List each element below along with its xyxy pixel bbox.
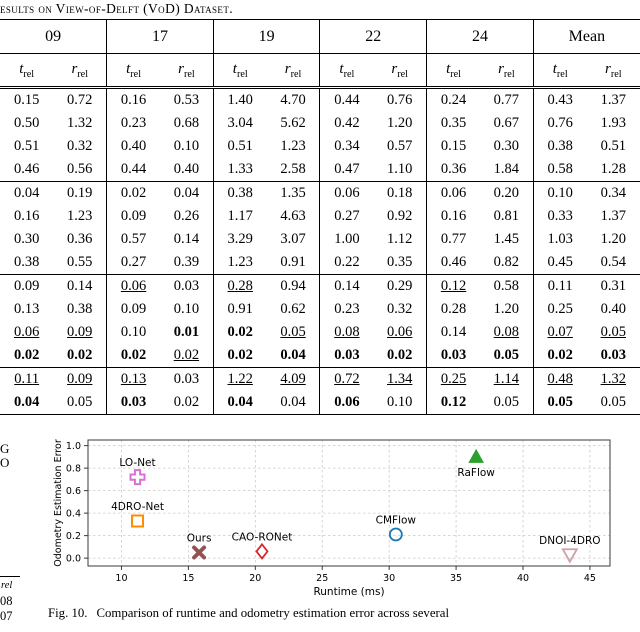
chart-point-label: CMFlow — [375, 514, 417, 527]
table-cell: 0.06 — [427, 182, 480, 206]
table-cell: 0.16 — [440, 208, 467, 224]
subheader-t-rel: $t_{rel}$ — [427, 54, 480, 88]
table-cell: 0.44 — [334, 92, 360, 108]
table-row — [0, 251, 640, 275]
table-row — [0, 112, 640, 135]
table-cell: 1.14 — [480, 368, 533, 392]
table-cell: 0.38 — [13, 254, 40, 270]
subheader-t-rel: $t_{rel}$ — [320, 54, 373, 88]
table-cell: 0.02 — [547, 347, 573, 363]
table-cell: 0.91 — [227, 301, 253, 317]
y-tick-label: 0.0 — [65, 553, 81, 565]
table-row — [0, 205, 640, 228]
chart-point-label: Ours — [186, 532, 212, 545]
table-cell: 1.84 — [480, 158, 533, 182]
table-cell: 0.46 — [13, 161, 40, 177]
x-tick-label: 10 — [115, 573, 128, 584]
table-cell: 0.04 — [160, 182, 213, 206]
table-cell: 0.62 — [267, 298, 320, 321]
table-cell: 0.26 — [160, 205, 213, 228]
table-cell: 0.19 — [53, 182, 106, 206]
chart-point-CAO-RONet — [257, 544, 268, 558]
y-tick-label: 1.0 — [65, 440, 81, 452]
chart-point-DNOI-4DRO — [563, 549, 577, 562]
table-caption: esults on View-of-Delft (VoD) Dataset. — [0, 1, 234, 16]
table-cell: 0.53 — [160, 88, 213, 113]
subheader-r-rel: $r_{rel}$ — [587, 54, 640, 88]
table-cell: 0.10 — [120, 324, 147, 340]
subheader-r-rel: $r_{rel}$ — [373, 54, 426, 88]
x-tick-label: 25 — [316, 573, 329, 584]
table-cell: 0.25 — [427, 368, 480, 392]
table-cell: 4.09 — [267, 368, 320, 392]
table-cell: 0.33 — [547, 208, 573, 224]
table-cell: 0.03 — [120, 394, 147, 410]
table-cell: 0.72 — [320, 368, 373, 392]
table-cell: 1.22 — [213, 368, 266, 392]
table-row — [0, 275, 640, 299]
table-row — [0, 391, 640, 415]
table-cell: 0.05 — [480, 344, 533, 368]
table-cell: 0.02 — [227, 347, 253, 363]
table-cell: 0.12 — [427, 275, 480, 299]
table-cell: 0.09 — [120, 301, 147, 317]
cropped-table-value-fragment: 08 — [0, 594, 13, 608]
x-axis-label: Runtime (ms) — [313, 586, 385, 598]
table-cell: 1.37 — [600, 92, 626, 108]
table-cell: 0.31 — [587, 275, 640, 299]
table-cell: 0.02 — [53, 344, 106, 368]
table-cell: 0.11 — [533, 275, 586, 299]
table-cell: 0.15 — [440, 138, 467, 154]
table-cell: 0.22 — [334, 254, 360, 270]
x-tick-label: 35 — [450, 573, 463, 584]
x-tick-label: 30 — [383, 573, 396, 584]
table-cell: 0.10 — [373, 391, 426, 415]
table-cell: 0.06 — [334, 394, 360, 410]
group-header: 19 — [213, 20, 320, 54]
table-cell: 5.62 — [267, 112, 320, 135]
table-cell: 1.93 — [600, 115, 626, 131]
table-cell: 0.04 — [0, 182, 53, 206]
chart-point-label: LO-Net — [119, 457, 156, 470]
table-cell: 0.02 — [120, 347, 147, 363]
table-cell: 0.16 — [120, 92, 147, 108]
table-cell: 0.47 — [334, 161, 360, 177]
table-cell: 0.28 — [213, 275, 266, 299]
table-cell: 0.10 — [533, 182, 586, 206]
figure-caption — [48, 606, 638, 621]
table-cell: 0.06 — [373, 321, 426, 344]
chart-point-4DRO-Net — [132, 516, 143, 527]
subheader-r-rel: $r_{rel}$ — [267, 54, 320, 88]
table-cell: 3.29 — [227, 231, 253, 247]
table-cell: 1.32 — [53, 112, 106, 135]
table-cell: 0.34 — [587, 182, 640, 206]
table-cell: 1.23 — [227, 254, 253, 270]
table-cell: 0.76 — [373, 88, 426, 113]
table-cell: 0.94 — [267, 275, 320, 299]
table-cell: 0.08 — [480, 321, 533, 344]
table-cell: 0.25 — [547, 301, 573, 317]
table-cell: 0.20 — [480, 182, 533, 206]
y-tick-label: 0.4 — [65, 508, 81, 520]
table-cell: 0.03 — [160, 275, 213, 299]
table-cell: 0.09 — [120, 208, 147, 224]
table-cell: 0.02 — [160, 344, 213, 368]
table-cell: 0.34 — [334, 138, 360, 154]
table-row — [0, 135, 640, 158]
table-cell: 0.92 — [373, 205, 426, 228]
table-cell: 0.07 — [547, 324, 573, 340]
table-row — [0, 182, 640, 206]
table-cell: 0.50 — [13, 115, 40, 131]
subheader-t-rel: $t_{rel}$ — [213, 54, 266, 88]
table-cell: 0.48 — [533, 368, 586, 392]
table-cell: 0.02 — [227, 324, 253, 340]
table-cell: 0.38 — [547, 138, 573, 154]
table-cell: 1.17 — [227, 208, 253, 224]
table-cell: 1.03 — [547, 231, 573, 247]
table-cell: 0.54 — [600, 254, 626, 270]
table-cell: 0.28 — [440, 301, 467, 317]
table-cell: 0.68 — [160, 112, 213, 135]
table-cell: 0.45 — [547, 254, 573, 270]
table-cell: 3.04 — [227, 115, 253, 131]
table-cell: 0.42 — [334, 115, 360, 131]
table-cell: 0.06 — [107, 275, 160, 299]
table-cell: 1.10 — [373, 158, 426, 182]
table-cell: 0.18 — [373, 182, 426, 206]
table-cell: 0.05 — [600, 394, 626, 410]
table-cell: 0.35 — [440, 115, 467, 131]
table-cell: 0.03 — [160, 368, 213, 392]
subheader-r-rel: $r_{rel}$ — [480, 54, 533, 88]
figure-number: Fig. 10. — [48, 606, 88, 620]
group-header: 17 — [107, 20, 214, 54]
table-cell: 0.23 — [334, 301, 360, 317]
table-cell: 1.00 — [334, 231, 360, 247]
cropped-text-fragment: G — [0, 441, 10, 456]
subheader-r-rel: $r_{rel}$ — [53, 54, 106, 88]
table-cell: 0.09 — [0, 275, 53, 299]
table-cell: 0.04 — [13, 394, 40, 410]
table-cell: 0.05 — [547, 394, 573, 410]
table-cell: 0.36 — [440, 161, 467, 177]
group-header: 22 — [320, 20, 427, 54]
table-cell: 0.44 — [120, 161, 147, 177]
cropped-table-value-fragment: 07 — [0, 609, 13, 623]
table-cell: 0.77 — [480, 88, 533, 113]
table-cell: 0.32 — [373, 298, 426, 321]
table-cell: 2.58 — [267, 158, 320, 182]
table-cell: 1.20 — [480, 298, 533, 321]
results-table — [0, 19, 640, 415]
table-cell: 0.06 — [320, 182, 373, 206]
chart-point-RaFlow — [469, 450, 483, 463]
table-cell: 0.67 — [480, 112, 533, 135]
table-cell: 0.05 — [267, 321, 320, 344]
group-header: 09 — [0, 20, 107, 54]
table-cell: 0.12 — [440, 394, 467, 410]
cropped-rule-fragment — [0, 576, 20, 577]
table-cell: 0.40 — [600, 301, 626, 317]
table-cell: 0.29 — [373, 275, 426, 299]
table-cell: 0.05 — [480, 391, 533, 415]
group-header: 24 — [427, 20, 534, 54]
table-cell: 0.09 — [53, 321, 106, 344]
subheader-t-rel: $t_{rel}$ — [107, 54, 160, 88]
table-cell: 0.13 — [107, 368, 160, 392]
table-cell: 0.02 — [160, 391, 213, 415]
table-cell: 1.37 — [600, 208, 626, 224]
table-cell: 0.30 — [13, 231, 40, 247]
table-cell: 0.10 — [160, 298, 213, 321]
table-cell: 1.23 — [267, 135, 320, 158]
table-cell: 0.35 — [373, 251, 426, 275]
table-cell: 1.12 — [373, 228, 426, 251]
table-cell: 0.13 — [13, 301, 40, 317]
table-cell: 1.40 — [227, 92, 253, 108]
table-cell: 0.58 — [480, 275, 533, 299]
table-cell: 0.38 — [213, 182, 266, 206]
table-cell: 0.51 — [13, 138, 40, 154]
y-tick-label: 0.6 — [65, 485, 81, 497]
table-row — [0, 228, 640, 251]
table-cell: 0.32 — [53, 135, 106, 158]
table-cell: 0.15 — [13, 92, 40, 108]
table-cell: 0.91 — [267, 251, 320, 275]
x-tick-label: 45 — [583, 573, 596, 584]
table-cell: 1.32 — [587, 368, 640, 392]
y-axis-label: Odometry Estimation Error — [53, 439, 64, 567]
chart-point-label: CAO-RONet — [231, 531, 293, 544]
table-cell: 0.24 — [440, 92, 467, 108]
table-cell: 0.58 — [547, 161, 573, 177]
table-cell: 0.03 — [440, 347, 467, 363]
table-cell: 1.20 — [373, 112, 426, 135]
table-row — [0, 298, 640, 321]
table-cell: 0.82 — [480, 251, 533, 275]
table-cell: 0.23 — [120, 115, 147, 131]
subheader-t-rel: $t_{rel}$ — [533, 54, 586, 88]
table-cell: 0.14 — [440, 324, 467, 340]
table-cell: 0.02 — [107, 182, 160, 206]
table-cell: 0.72 — [53, 88, 106, 113]
table-cell: 0.57 — [373, 135, 426, 158]
table-cell: 1.23 — [53, 205, 106, 228]
table-cell: 0.27 — [120, 254, 147, 270]
table-cell: 0.09 — [53, 368, 106, 392]
table-cell: 0.40 — [160, 158, 213, 182]
table-cell: 3.07 — [267, 228, 320, 251]
table-cell: 0.02 — [373, 344, 426, 368]
table-cell: 1.33 — [227, 161, 253, 177]
table-cell: 1.35 — [267, 182, 320, 206]
subheader-r-rel: $r_{rel}$ — [160, 54, 213, 88]
table-cell: 0.40 — [120, 138, 147, 154]
table-cell: 0.36 — [53, 228, 106, 251]
table-cell: 1.45 — [480, 228, 533, 251]
table-cell: 1.34 — [373, 368, 426, 392]
figure-caption-text: Comparison of runtime and odometry estimation error across several — [96, 606, 449, 620]
table-cell: 0.04 — [227, 394, 253, 410]
table-header-row — [0, 20, 640, 54]
table-cell: 0.11 — [0, 368, 53, 392]
chart-point-label: DNOI-4DRO — [539, 534, 601, 547]
table-cell: 0.56 — [53, 158, 106, 182]
table-cell: 4.70 — [267, 88, 320, 113]
table-cell: 0.27 — [334, 208, 360, 224]
y-tick-label: 0.2 — [65, 530, 81, 542]
table-cell: 0.04 — [267, 344, 320, 368]
table-cell: 0.57 — [120, 231, 147, 247]
cropped-text-fragment: O — [0, 455, 10, 470]
table-cell: 0.06 — [13, 324, 40, 340]
table-cell: 0.76 — [547, 115, 573, 131]
table-row — [0, 88, 640, 113]
table-cell: 0.16 — [13, 208, 40, 224]
x-tick-label: 40 — [516, 573, 530, 584]
table-cell: 0.55 — [53, 251, 106, 275]
table-cell: 0.03 — [600, 347, 626, 363]
table-row — [0, 344, 640, 368]
table-cell: 0.30 — [480, 135, 533, 158]
table-row — [0, 321, 640, 344]
chart-point-LO-Net — [131, 470, 145, 484]
x-tick-label: 15 — [182, 573, 195, 584]
table-cell: 0.14 — [320, 275, 373, 299]
table-cell: 0.14 — [160, 228, 213, 251]
table-cell: 0.03 — [334, 347, 360, 363]
x-tick-label: 20 — [249, 573, 262, 584]
plot-border — [88, 440, 610, 566]
table-cell: 0.08 — [334, 324, 360, 340]
table-cell: 1.28 — [600, 161, 626, 177]
table-subheader-row — [0, 54, 640, 88]
group-header: Mean — [533, 20, 640, 54]
table-row — [0, 368, 640, 392]
subheader-t-rel: $t_{rel}$ — [0, 54, 53, 88]
y-tick-label: 0.8 — [65, 463, 81, 475]
table-cell: 0.51 — [600, 138, 626, 154]
table-cell: 0.77 — [440, 231, 467, 247]
chart-point-CMFlow — [390, 529, 402, 541]
table-cell: 0.81 — [480, 205, 533, 228]
table-cell: 0.10 — [160, 135, 213, 158]
chart-point-label: RaFlow — [457, 466, 495, 479]
table-cell: 0.39 — [160, 251, 213, 275]
runtime-error-scatter-chart — [50, 430, 628, 602]
table-cell: 0.01 — [160, 321, 213, 344]
chart-point-label: 4DRO-Net — [111, 501, 164, 513]
table-cell: 1.20 — [600, 231, 626, 247]
table-cell: 0.14 — [53, 275, 106, 299]
table-cell: 4.63 — [267, 205, 320, 228]
table-cell: 0.02 — [13, 347, 40, 363]
table-cell: 0.38 — [53, 298, 106, 321]
table-cell: 0.43 — [547, 92, 573, 108]
chart-point-Ours — [194, 548, 204, 558]
table-cell: 0.46 — [440, 254, 467, 270]
table-cell: 0.04 — [267, 391, 320, 415]
table-cell: 0.51 — [227, 138, 253, 154]
cropped-table-header-fragment: rel — [1, 580, 13, 591]
table-row — [0, 158, 640, 182]
table-cell: 0.05 — [600, 324, 626, 340]
table-cell: 0.05 — [53, 391, 106, 415]
